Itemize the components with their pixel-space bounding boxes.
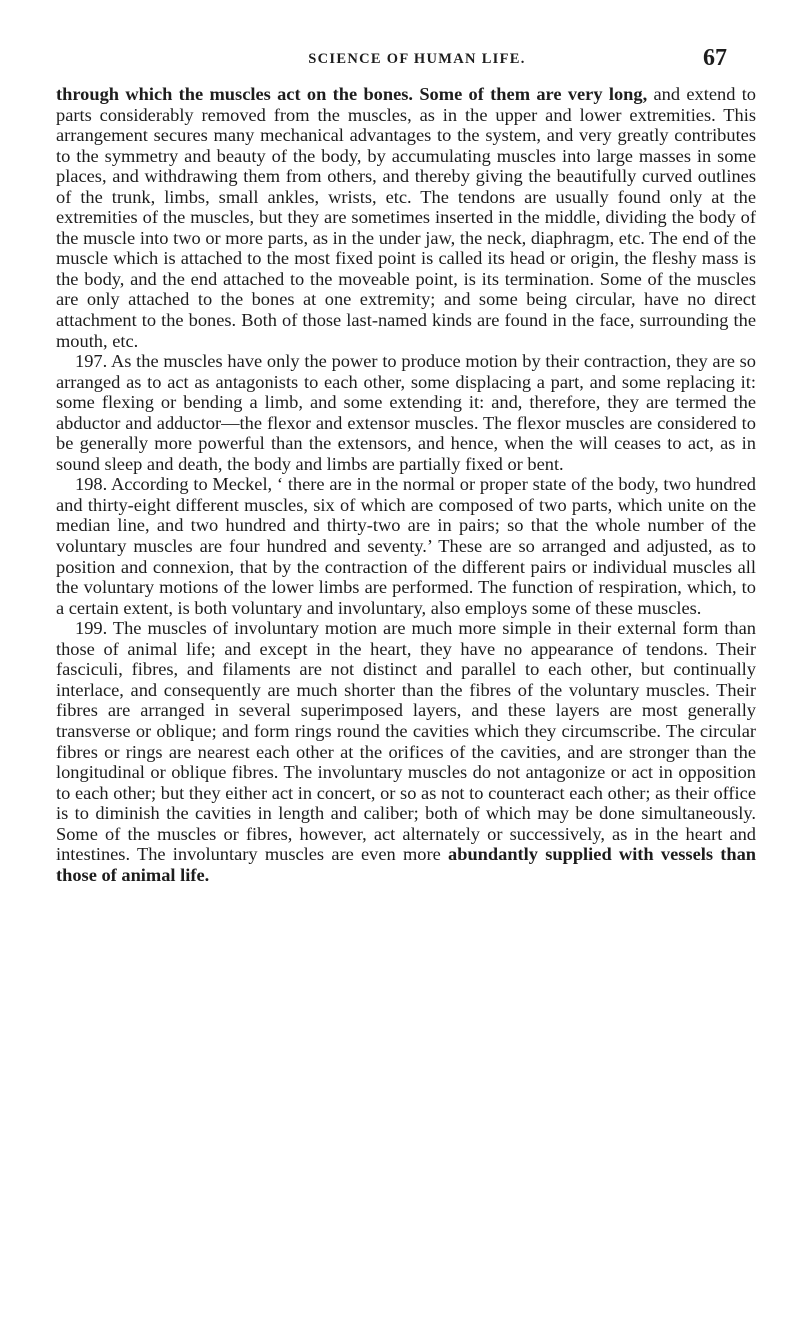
body-text xyxy=(56,84,756,885)
page-number: 67 xyxy=(703,45,727,71)
text-run: 198. According to Meckel, ‘ there are in the normal or proper state of the body, two hundred and thirty-eight different muscles, six of which are composed of two parts, which unite on the median line, and two hundred and thirty-two are in pairs; so that the whole number of the voluntary muscles are four hundred and seventy.’ These are so arranged and adjusted, as to position and connexion, that by the contraction of the different pairs or individual muscles all the voluntary motions of the lower limbs are performed. The function of respiration, which, to a certain extent, is both voluntary and involuntary, also employs some of these muscles. xyxy=(56,474,756,618)
paragraph-199 xyxy=(56,618,756,885)
text-run: 197. As the muscles have only the power to produce motion by their contraction, they are so arranged as to act as antagonists to each other, some displacing a part, and some replacing it: some flexing or bending a limb, and some extending it: and, therefore, they are termed the abductor and adductor—the flexor and extensor muscles. The flexor muscles are considered to be generally more powerful than the extensors, and hence, when the will ceases to act, as in sound sleep and death, the body and limbs are partially fixed or bent. xyxy=(56,351,756,474)
running-head xyxy=(0,43,801,73)
running-head-title: SCIENCE OF HUMAN LIFE. xyxy=(308,51,526,67)
paragraph-197 xyxy=(56,351,756,474)
text-run-bold: through which the muscles act on the bones. Some of them are very long, xyxy=(56,84,648,104)
text-run: 199. The muscles of involuntary motion are much more simple in their external form than those of animal life; and except in the heart, they have no appearance of tendons. Their fasciculi, fibres, and filaments are not distinct and parallel to each other, but continually interlace, and consequently are much shorter than the fibres of the voluntary muscles. Their fibres are arranged in several superimposed layers, and these layers are most generally transverse or oblique; and form rings round the cavities which they circumscribe. The circular fibres or rings are nearest each other at the orifices of the cavities, and are stronger than the longitudinal or oblique fibres. The involuntary muscles do not antagonize or act in opposition to each other; but they either act in concert, or so as not to counteract each other; as their office is to diminish the cavities in length and caliber; both of which may be done simultaneously. Some of the muscles or fibres, however, act alternately or successively, as in the heart and intestines. The involuntary muscles are even more xyxy=(56,618,756,865)
text-run-bold: abundantly supplied with vessels than those of animal life. xyxy=(56,844,757,885)
text-run: and extend to parts considerably removed from the muscles, as in the upper and lower extremities. This arrangement secures many mechanical advantages to the system, and very greatly contributes to the symmetry and beauty of the body, by accumulating muscles into large masses in some places, and withdrawing them from others, and thereby giving the beautifully curved outlines of the trunk, limbs, small ankles, wrists, etc. The tendons are usually found only at the extremities of the muscles, but they are sometimes inserted in the middle, dividing the body of the muscle into two or more parts, as in the under jaw, the neck, diaphragm, etc. The end of the muscle which is attached to the most fixed point is called its head or origin, the fleshy mass is the body, and the end attached to the moveable point, is its termination. Some of the muscles are only attached to the bones at one extremity; and some being circular, have no direct attachment to the bones. Both of those last-named kinds are found in the face, surrounding the mouth, etc. xyxy=(56,84,757,351)
paragraph-198 xyxy=(56,474,756,618)
paragraph-continuation xyxy=(56,84,756,351)
